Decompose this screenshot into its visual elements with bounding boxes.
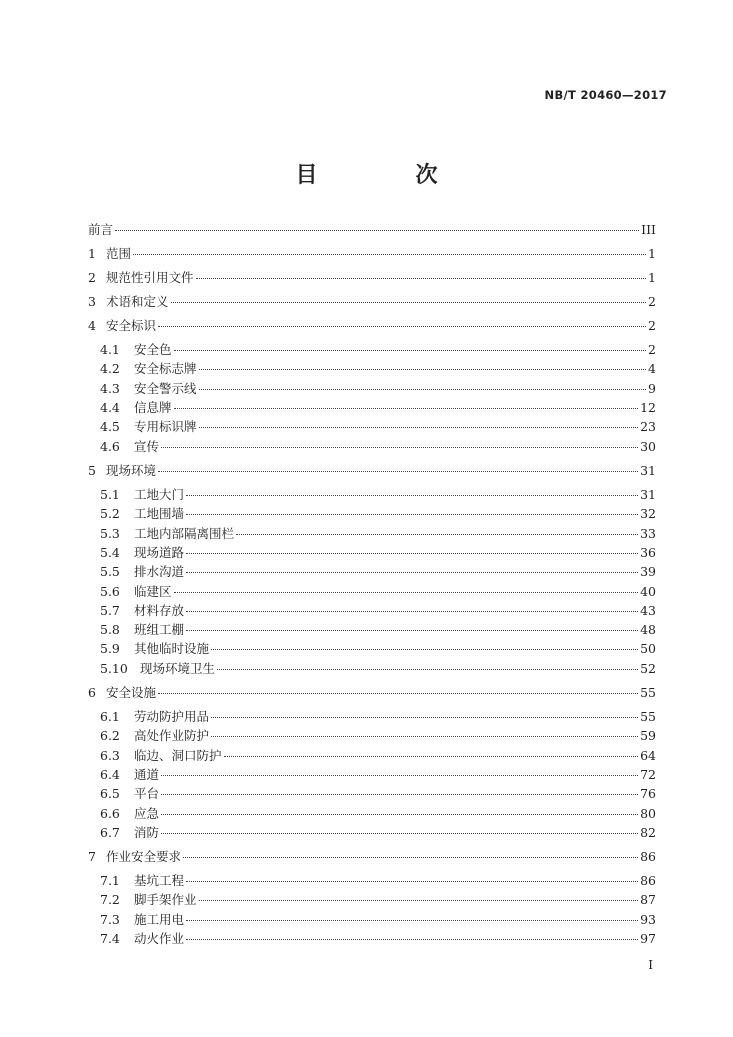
toc-entry-page: 30 [640, 439, 656, 454]
toc-entry-title: 范围 [106, 246, 132, 261]
toc-entry-page: 87 [640, 892, 656, 907]
toc-entry[interactable] [88, 486, 656, 504]
toc-entry[interactable] [88, 747, 656, 765]
toc-entry-title: 其他临时设施 [134, 641, 210, 656]
toc-entry-number: 7.3 [100, 912, 120, 927]
toc-entry[interactable] [88, 399, 656, 417]
dot-leader [211, 736, 638, 737]
toc-entry[interactable] [88, 505, 656, 523]
toc-entry-page: 97 [640, 931, 656, 946]
toc-entry[interactable] [88, 380, 656, 398]
toc-entry-title: 排水沟道 [134, 564, 185, 579]
toc-entry-title: 安全警示线 [134, 381, 197, 396]
toc-entry[interactable] [88, 317, 656, 335]
toc-entry-number: 6.3 [100, 748, 120, 763]
dot-leader [217, 669, 638, 670]
toc-entry-title: 临边、洞口防护 [134, 748, 222, 763]
dot-leader [224, 756, 639, 757]
toc-entry[interactable] [88, 727, 656, 745]
toc-entry-title: 平台 [134, 786, 160, 801]
toc-entry-page: 55 [640, 709, 656, 724]
toc-entry-number: 5.10 [100, 661, 128, 676]
toc-entry-page: 64 [640, 748, 656, 763]
toc-entry[interactable] [88, 602, 656, 620]
dot-leader [161, 447, 638, 448]
toc-entry-number: 4 [88, 318, 96, 333]
toc-entry-page: 31 [640, 487, 656, 502]
dot-leader [186, 495, 638, 496]
dot-leader [236, 534, 638, 535]
toc-entry-number: 5.3 [100, 526, 120, 541]
toc-entry-title: 规范性引用文件 [106, 270, 194, 285]
dot-leader [186, 630, 638, 631]
toc-entry[interactable] [88, 438, 656, 456]
toc-entry[interactable] [88, 269, 656, 287]
toc-entry-title: 材料存放 [134, 603, 185, 618]
toc-entry-page: 1 [648, 270, 656, 285]
toc-entry-title: 宣传 [134, 439, 160, 454]
dot-leader [186, 881, 638, 882]
toc-entry-title: 安全设施 [106, 685, 157, 700]
dot-leader [186, 572, 638, 573]
dot-leader [161, 775, 638, 776]
toc-entry[interactable] [88, 766, 656, 784]
toc-entry-number: 7.2 [100, 892, 120, 907]
toc-entry[interactable] [88, 544, 656, 562]
toc-entry-number: 4.4 [100, 400, 120, 415]
toc-entry-title: 专用标识牌 [134, 419, 197, 434]
toc-entry-number: 5 [88, 463, 96, 478]
toc-entry-number: 4.1 [100, 342, 120, 357]
toc-entry-title: 消防 [134, 825, 160, 840]
toc-entry-number: 5.4 [100, 545, 120, 560]
toc-entry-title: 临建区 [134, 584, 172, 599]
toc-entry-title: 安全色 [134, 342, 172, 357]
toc-entry[interactable] [88, 848, 656, 866]
toc-entry-number: 5.8 [100, 622, 120, 637]
toc-entry-page: 39 [640, 564, 656, 579]
toc-entry[interactable] [88, 525, 656, 543]
dot-leader [186, 611, 638, 612]
toc-entry-number: 1 [88, 246, 96, 261]
dot-leader [183, 857, 638, 858]
dot-leader [211, 717, 638, 718]
toc-entry[interactable] [88, 462, 656, 480]
toc-entry-page: 59 [640, 728, 656, 743]
toc-entry-number: 4.3 [100, 381, 120, 396]
toc-entry[interactable] [88, 785, 656, 803]
toc-entry-title: 安全标识 [106, 318, 157, 333]
toc-entry-number: 5.9 [100, 641, 120, 656]
toc-entry-page: 72 [640, 767, 656, 782]
dot-leader [115, 230, 639, 231]
dot-leader [174, 350, 646, 351]
toc-entry-title: 劳动防护用品 [134, 709, 210, 724]
toc-entry[interactable] [88, 930, 656, 948]
toc-entry-number: 6.5 [100, 786, 120, 801]
dot-leader [186, 920, 638, 921]
toc-entry-title: 高处作业防护 [134, 728, 210, 743]
dot-leader [196, 278, 646, 279]
toc-entry-number: 6 [88, 685, 96, 700]
toc-entry-title: 应急 [134, 806, 160, 821]
toc-entry-number: 5.1 [100, 487, 120, 502]
toc-entry-page: 12 [640, 400, 656, 415]
toc-entry-page: 4 [648, 361, 656, 376]
toc-entry-number: 6.2 [100, 728, 120, 743]
toc-entry-title: 术语和定义 [106, 294, 169, 309]
toc-entry-title: 工地围墙 [134, 506, 185, 521]
toc-entry-page: 33 [640, 526, 656, 541]
toc-entry-page: 86 [640, 873, 656, 888]
toc-entry-number: 6.1 [100, 709, 120, 724]
dot-leader [174, 592, 639, 593]
dot-leader [161, 794, 638, 795]
dot-leader [186, 939, 638, 940]
toc-entry-page: 2 [648, 342, 656, 357]
toc-entry-number: 4.5 [100, 419, 120, 434]
toc-entry-number: 4.6 [100, 439, 120, 454]
toc-entry-title: 动火作业 [134, 931, 185, 946]
toc-entry[interactable] [88, 360, 656, 378]
toc-entry-page: 40 [640, 584, 656, 599]
dot-leader [158, 326, 646, 327]
toc-entry[interactable] [88, 640, 656, 658]
toc-entry-page: 93 [640, 912, 656, 927]
toc-entry-page: 50 [640, 641, 656, 656]
toc-entry[interactable] [88, 708, 656, 726]
toc-entry-page: 1 [648, 246, 656, 261]
toc-entry-number: 5.7 [100, 603, 120, 618]
page-folio: I [648, 958, 653, 972]
toc-entry-number: 5.2 [100, 506, 120, 521]
toc-entry[interactable] [88, 872, 656, 890]
dot-leader [199, 900, 639, 901]
toc-entry-title: 通道 [134, 767, 160, 782]
toc-entry-page: 55 [640, 685, 656, 700]
toc-title: 目 次 [295, 162, 476, 188]
toc-entry-title: 作业安全要求 [106, 849, 182, 864]
toc-entry-page: 76 [640, 786, 656, 801]
toc-entry-number: 4.2 [100, 361, 120, 376]
dot-leader [133, 254, 646, 255]
toc-entry[interactable] [88, 418, 656, 436]
toc-entry-page: 9 [648, 381, 656, 396]
toc-entry-page: 80 [640, 806, 656, 821]
toc-entry-page: 48 [640, 622, 656, 637]
toc-entry-title: 前言 [88, 222, 114, 237]
dot-leader [211, 649, 638, 650]
toc-entry-page: III [641, 222, 656, 237]
toc-entry[interactable] [88, 891, 656, 909]
toc-entry-page: 32 [640, 506, 656, 521]
toc-entry-title: 班组工棚 [134, 622, 185, 637]
toc-entry-page: 2 [648, 318, 656, 333]
toc-entry-page: 23 [640, 419, 656, 434]
toc-entry[interactable] [88, 824, 656, 842]
toc-entry-number: 7.1 [100, 873, 120, 888]
dot-leader [199, 389, 646, 390]
toc-entry-title: 信息牌 [134, 400, 172, 415]
toc-entry-number: 6.7 [100, 825, 120, 840]
toc-entry-title: 现场道路 [134, 545, 185, 560]
toc-entry[interactable] [88, 563, 656, 581]
toc-entry[interactable] [88, 221, 656, 239]
dot-leader [199, 427, 639, 428]
toc-entry[interactable] [88, 660, 656, 678]
toc-entry-title: 现场环境卫生 [140, 661, 216, 676]
toc-entry-page: 82 [640, 825, 656, 840]
standard-code: NB/T 20460—2017 [544, 88, 667, 102]
toc-entry-number: 5.6 [100, 584, 120, 599]
toc-entry-title: 工地大门 [134, 487, 185, 502]
toc-entry-number: 5.5 [100, 564, 120, 579]
toc-entry-page: 36 [640, 545, 656, 560]
toc-entry-title: 施工用电 [134, 912, 185, 927]
toc-entry[interactable] [88, 293, 656, 311]
dot-leader [171, 302, 646, 303]
toc-entry-title: 安全标志牌 [134, 361, 197, 376]
dot-leader [186, 553, 638, 554]
toc-entry-page: 43 [640, 603, 656, 618]
toc-entry-title: 现场环境 [106, 463, 157, 478]
dot-leader [158, 693, 638, 694]
dot-leader [158, 471, 638, 472]
toc-entry-page: 52 [640, 661, 656, 676]
toc-entry-number: 3 [88, 294, 96, 309]
dot-leader [199, 369, 646, 370]
toc-entry[interactable] [88, 805, 656, 823]
toc-entry-page: 2 [648, 294, 656, 309]
toc-entry-number: 7.4 [100, 931, 120, 946]
toc-entry-title: 工地内部隔离围栏 [134, 526, 235, 541]
toc-entry[interactable] [88, 911, 656, 929]
dot-leader [174, 408, 639, 409]
toc-entry[interactable] [88, 684, 656, 702]
dot-leader [161, 833, 638, 834]
toc-entry[interactable] [88, 621, 656, 639]
toc-entry-number: 7 [88, 849, 96, 864]
toc-entry-page: 86 [640, 849, 656, 864]
toc-entry[interactable] [88, 341, 656, 359]
toc-entry-number: 6.4 [100, 767, 120, 782]
dot-leader [161, 814, 638, 815]
toc-entry-title: 基坑工程 [134, 873, 185, 888]
toc-entry[interactable] [88, 583, 656, 601]
toc-entry-title: 脚手架作业 [134, 892, 197, 907]
toc-entry[interactable] [88, 245, 656, 263]
dot-leader [186, 514, 638, 515]
toc-entry-number: 6.6 [100, 806, 120, 821]
toc-entry-page: 31 [640, 463, 656, 478]
toc-entry-number: 2 [88, 270, 96, 285]
